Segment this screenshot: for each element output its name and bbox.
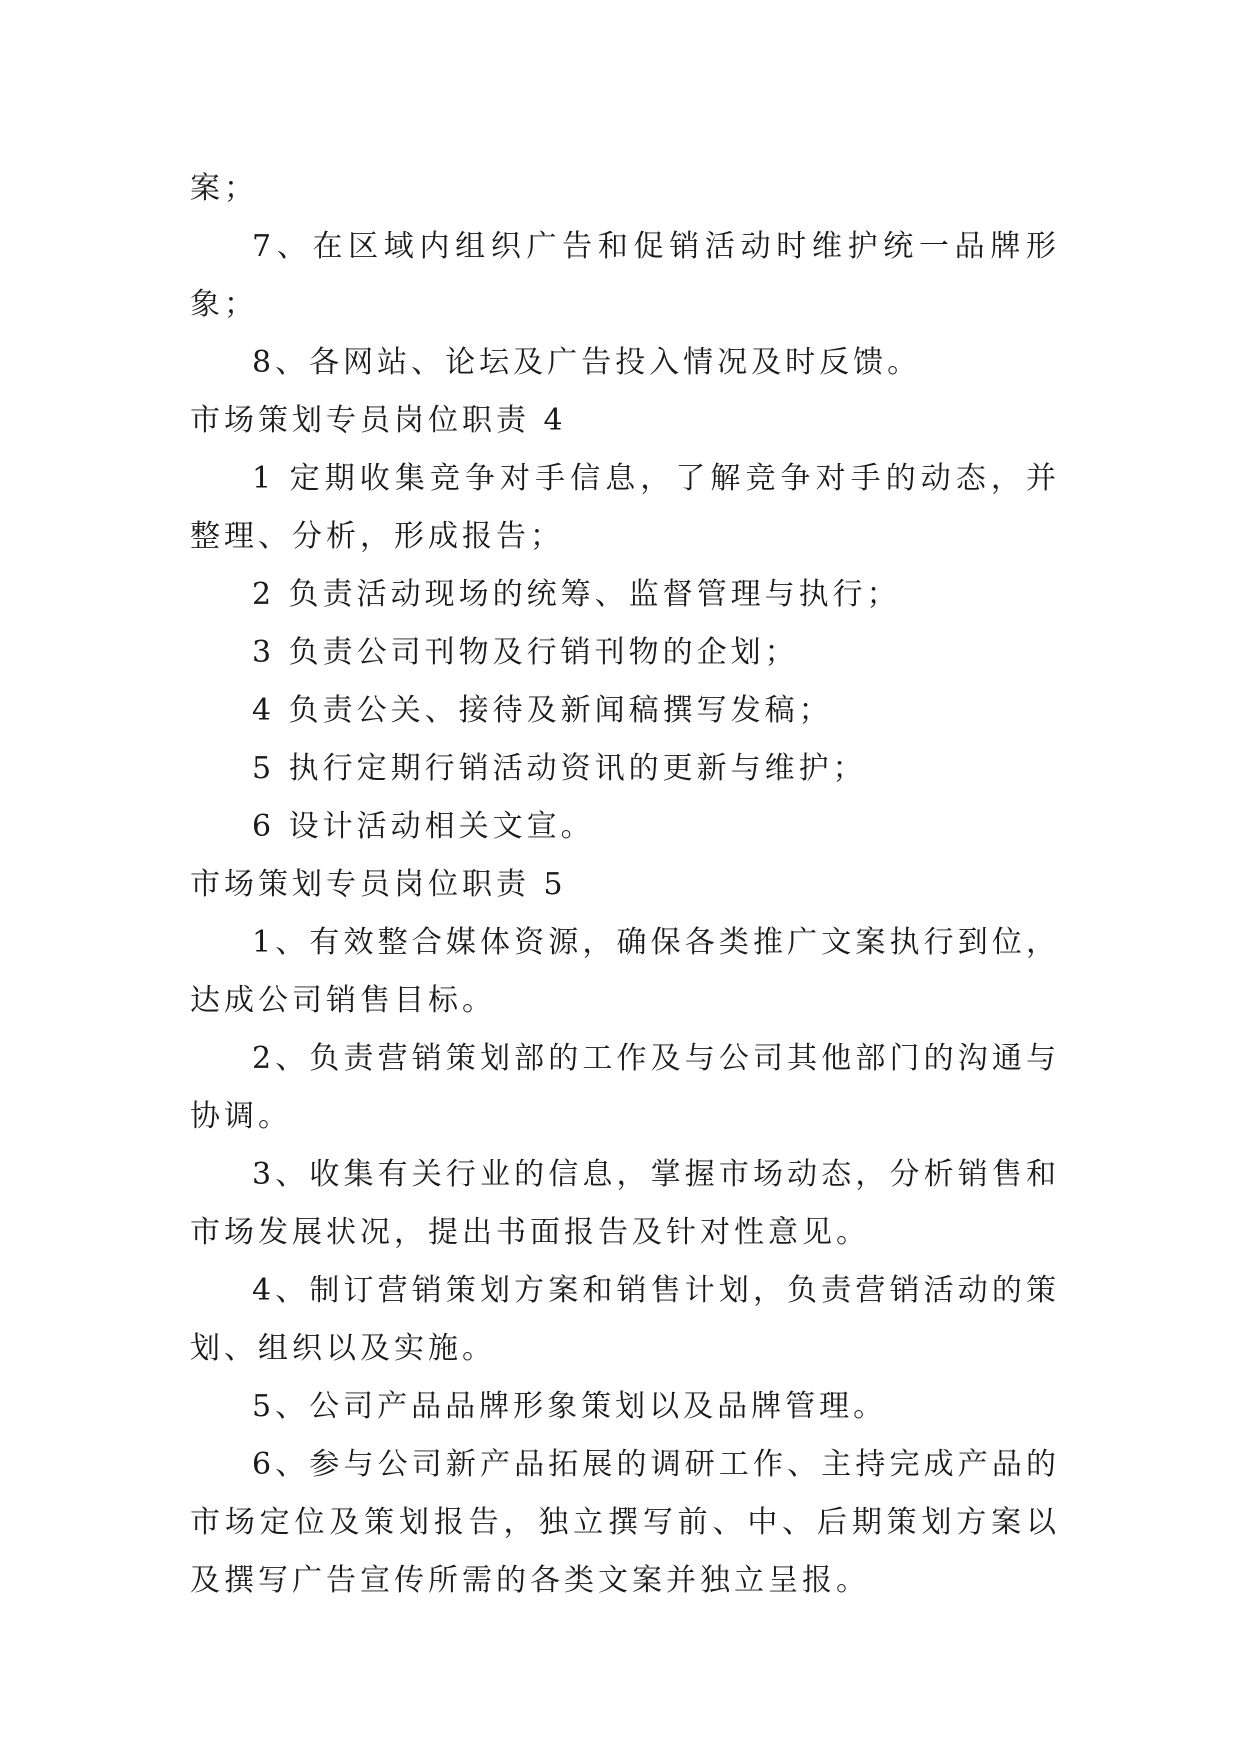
list-item: 4 负责公关、接待及新闻稿撰写发稿；: [252, 693, 833, 728]
list-item: 7、在区域内组织广告和促销活动时维护统一品牌形象；: [190, 229, 1060, 322]
list-item: 3、收集有关行业的信息，掌握市场动态，分析销售和市场发展状况，提出书面报告及针对性意见。: [190, 1157, 1060, 1250]
list-item: 1、有效整合媒体资源，确保各类推广文案执行到位，达成公司销售目标。: [190, 925, 1060, 1018]
section-heading: 市场策划专员岗位职责 4: [190, 403, 567, 438]
list-item: 6 设计活动相关文宣。: [252, 809, 595, 844]
list-item: 8、各网站、论坛及广告投入情况及时反馈。: [252, 345, 922, 380]
list-item: 2 负责活动现场的统筹、监督管理与执行；: [252, 577, 901, 612]
list-item: 6、参与公司新产品拓展的调研工作、主持完成产品的市场定位及策划报告，独立撰写前、中、后期策划方案以及撰写广告宣传所需的各类文案并独立呈报。: [190, 1447, 1060, 1598]
document-body: [190, 160, 1060, 1610]
list-item: 5、公司产品品牌形象策划以及品牌管理。: [252, 1389, 888, 1424]
list-item: 4、制订营销策划方案和销售计划，负责营销活动的策划、组织以及实施。: [190, 1273, 1060, 1366]
list-item: 3 负责公司刊物及行销刊物的企划；: [252, 635, 799, 670]
list-item: 2、负责营销策划部的工作及与公司其他部门的沟通与协调。: [190, 1041, 1060, 1134]
list-item: 1 定期收集竞争对手信息，了解竞争对手的动态，并整理、分析，形成报告；: [190, 461, 1060, 554]
section-heading: 市场策划专员岗位职责 5: [190, 867, 567, 902]
list-item: 5 执行定期行销活动资讯的更新与维护；: [252, 751, 867, 786]
paragraph: 案；: [190, 171, 258, 206]
